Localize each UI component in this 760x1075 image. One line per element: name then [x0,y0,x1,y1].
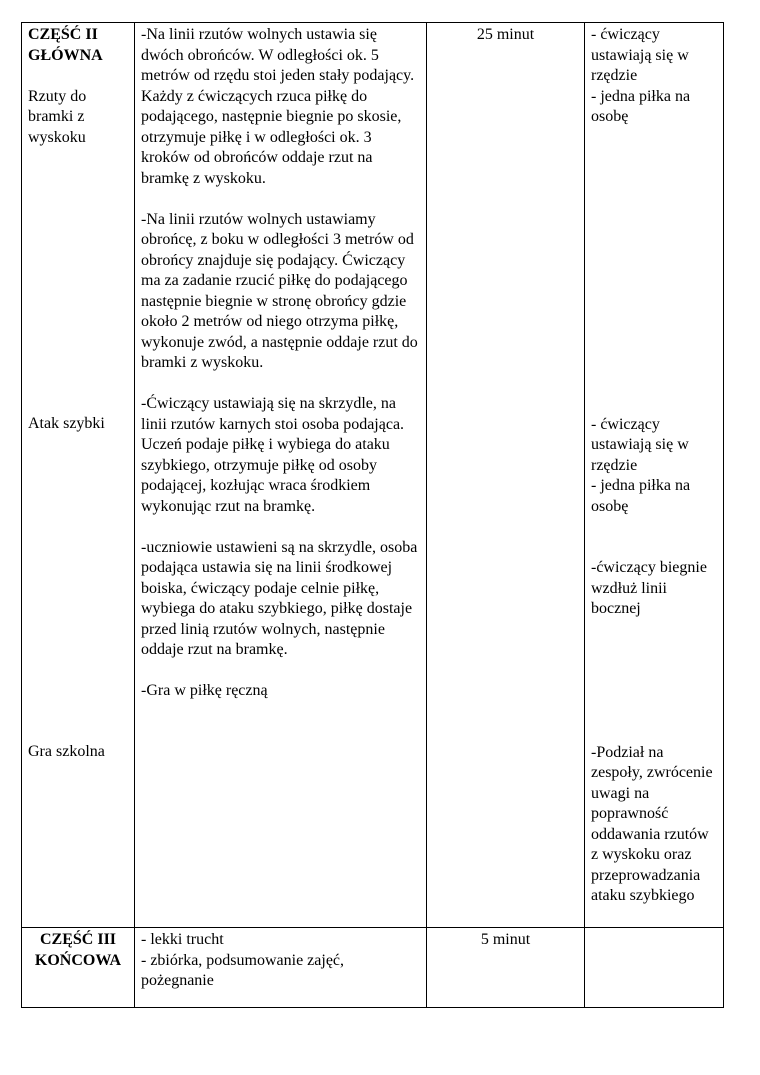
exercise-text: -Ćwiczący ustawiają się na skrzydle, na linii rzutów karnych stoi osoba podająca. Uczeń podaje piłkę i wybiega do ataku szybkiego, otrzymuje piłkę od osoby podającej, kozłując wraca środkiem wykonując rzut na bramkę. [141,395,405,515]
part-3-notes-cell [585,928,724,1008]
exercise-text: -Na linii rzutów wolnych ustawiamy obrońcę, z boku w odległości 3 metrów od obrońcy znajduje się podający. Ćwiczący ma za zadanie rzucić piłkę do podającego następnie biegnie w stronę obrońcy gdzie około 2 metrów od niego otrzyma piłkę, wykonuje zwód, a następnie oddaje rzut do bramki z wyskoku. [141,210,418,371]
section-name-atak: Atak szybki [28,415,105,432]
item-text: - zbiórka, podsumowanie zajęć, pożegnanie [141,951,345,989]
part-3-label-cell [22,928,135,1008]
item-text: - lekki trucht [141,931,224,948]
part-2-heading: CZĘŚĆ II GŁÓWNA [28,26,103,64]
part-2-time: 25 minut [476,26,535,43]
section-name-rzuty: Rzuty do bramki z wyskoku [28,87,87,146]
exercise-text: -Na linii rzutów wolnych ustawia się dwóch obrońców. W odległości ok. 5 metrów od rzędu stoi jeden stały podający. Każdy z ćwiczących rzuca piłkę do podającego, następnie biegnie po skosie, otrzymuje piłkę i w odległości ok. 3 kroków od obrońców oddaje rzut na bramkę z wyskoku. [141,26,415,187]
exercise-text: -Gra w piłkę ręczną [141,682,268,699]
note-text: - jedna piłka na osobę [591,477,691,515]
part-3-items-cell [135,928,427,1008]
exercise-text: -uczniowie ustawieni są na skrzydle, osoba podająca ustawia się na linii środkowej boiska, ćwiczący podaje celnie piłkę, wybiega do ataku szybkiego, piłkę dostaje przed linią rzutów wolnych, następnie oddaje rzut na bramkę. [141,538,418,658]
part-2-label-cell [22,23,135,928]
part-3-time: 5 minut [480,931,531,948]
part-3-heading: CZĘŚĆ III KOŃCOWA [34,931,122,969]
section-name-gra: Gra szkolna [28,742,105,760]
note-text: -ćwiczący biegnie wzdłuż linii bocznej [591,559,707,617]
note-text: - ćwiczący ustawiają się w rzędzie [591,26,689,84]
lesson-plan-table [21,22,724,1008]
part-2-time-cell [427,23,585,928]
table-row-part-3 [22,928,724,1008]
note-text: - jedna piłka na osobę [591,87,691,125]
table-row-part-2 [22,23,724,928]
note-text: - ćwiczący ustawiają się w rzędzie [591,415,689,474]
note-text: -Podział na zespoły, zwrócenie uwagi na poprawność oddawania rzutów z wyskoku oraz przeprowadzania ataku szybkiego [591,743,713,904]
part-2-exercises-cell [135,23,427,928]
part-3-time-cell [427,928,585,1008]
part-2-notes-cell [585,23,724,928]
